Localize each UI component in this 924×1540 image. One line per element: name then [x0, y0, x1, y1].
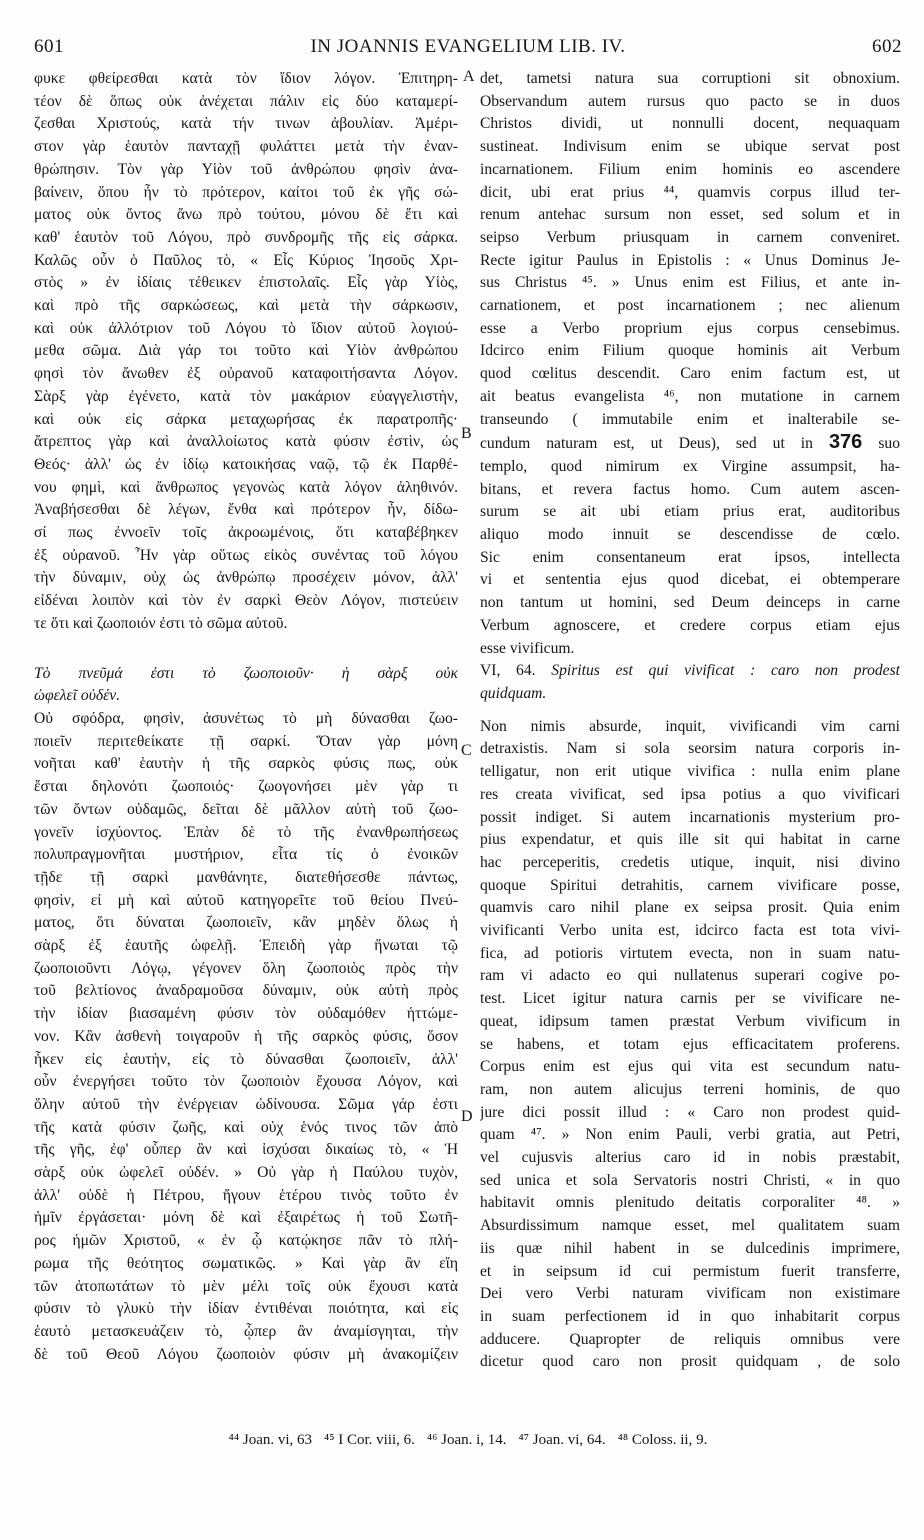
text-line: τῇδε τῇ σαρκὶ μανθάνητε, διατεθήσεσθε πάντως, — [34, 868, 458, 886]
text-line: ram, non autem alicujus terreni hominis, de quo — [480, 1080, 900, 1098]
footnotes — [34, 1432, 902, 1449]
latin-column — [480, 68, 900, 1374]
text-line: possit indiget. Si autem incarnationis mysterium pro- — [480, 808, 900, 826]
text-line: queat, idipsum tamen præstat Verbum vivificum in — [480, 1012, 900, 1030]
text-line: ἄτρεπτος γὰρ καὶ ἀναλλοίωτος κατὰ φύσιν ἐστὶν, ὡς — [34, 433, 458, 451]
text-line: iis quæ nihil habent in se dulcedinis imprimere, — [480, 1239, 900, 1257]
text-line: in suam perfectionem id in quo inhabitarit corpus — [480, 1307, 900, 1325]
text-line: dicit, ubi erat prius ⁴⁴, quamvis corpus illud ter- — [480, 183, 900, 201]
page-header — [34, 36, 902, 62]
footnote: ⁴⁴ Joan. vi, 63 — [228, 1432, 313, 1448]
text-line: sed unica et sola Servatoris nostri Christi, « in quo — [480, 1171, 900, 1189]
text-line: ἐξ οὐρανοῦ. Ἦν γὰρ οὕτως εἰκὸς συνέντας τοῦ λόγου — [34, 546, 458, 564]
latin-paragraph-1b — [480, 456, 900, 660]
text-line: renum antehac sursum non esset, sed solum et in — [480, 206, 900, 224]
text-line: esse a Verbo proprium ejus corpus censebimus. — [480, 319, 900, 337]
text-line: det, tametsi natura sua corruptioni sit obnoxium. — [480, 70, 900, 87]
text-line: detraxistis. Nam si sola seorsim natura corporis in- — [480, 740, 900, 758]
text-line: φυκε φθείρεσθαι κατὰ τὸν ἴδιον λόγον. Ἐπιτηρη- — [34, 70, 458, 87]
text-line: δὲ τοῦ Θεοῦ Λόγου ζωοποιὸν φύσιν μὴ ἀνακομίζειν — [34, 1345, 458, 1363]
margin-letter-d: D — [461, 1108, 473, 1125]
text-line: test. Licet igitur natura carnis per se vivificare ne- — [480, 990, 900, 1008]
page-number-right: 602 — [872, 36, 902, 57]
text-line: τοῦ βελτίονος ἀναδραμοῦσα δύναμιν, οὐκ αὐτὴ πρὸς — [34, 982, 458, 1000]
text-line: hac perceperitis, credetis utique, inquit, nisi divino — [480, 853, 900, 871]
greek-lemma — [34, 663, 458, 708]
text-line: τε ὅτι καὶ ζωοποιόν ἐστι τὸ σῶμα αὐτοῦ. — [34, 614, 288, 632]
text-line: τέον δὲ ὅπως οὐκ ἀνέχεται πάλιν εἰς δύο καταμερί- — [34, 92, 458, 110]
text-line: ἑαυτὸ μετασκευάζειν τὸ, ᾧπερ ἂν ἀναμίσγηται, τὴν — [34, 1322, 458, 1340]
text-line: ἡμῖν ἐργάσεται· μόνη δὲ καὶ ἐξαιρέτως ἡ τοῦ Σωτῆ- — [34, 1209, 458, 1227]
text-line: γονεῖν ἰσχύοντος. Ἐπὰν δὲ τὸ τῆς ἐνανθρωπήσεως — [34, 823, 458, 841]
page-number-left: 601 — [34, 36, 64, 57]
text-line: ὅλην αὐτοῦ τὴν ἐνέργειαν ὠδίνουσα. Σῶμα γάρ ἐστι — [34, 1095, 458, 1113]
text-line: πολυπραγμονῆται μυστήριον, εἶτα τίς ὁ ἐνοικῶν — [34, 846, 458, 864]
text-line: ὠφελεῖ οὐδέν. — [34, 687, 121, 705]
text-line: vivificanti Verbo unita est, idcirco facta est tota vivi- — [480, 922, 900, 940]
text-line: dicetur quod caro non prosit quidquam , de solo — [480, 1353, 900, 1371]
text-line: νοῆται καθ' ἑαυτὴν ἡ τῆς σαρκὸς φύσις πως, οὐκ — [34, 755, 458, 773]
text-line: Corpus enim est ejus qui vita est secundum natu- — [480, 1058, 900, 1076]
text-line: καὶ πρὸ τῆς σαρκώσεως, καὶ μετὰ τὴν σάρκωσιν, — [34, 297, 458, 315]
greek-paragraph-1 — [34, 68, 458, 636]
latin-line-col-mark: cundum naturam est, ut Deus), sed ut in 376 suo — [480, 431, 900, 454]
text-line: Observandum autem rursus quo pacto se in duos — [480, 92, 900, 110]
footnote: ⁴⁶ Joan. i, 14. — [426, 1432, 507, 1448]
text-line: Τὸ πνεῦμά ἐστι τὸ ζωοποιοῦν· ἡ σὰρξ οὐκ — [34, 664, 458, 682]
text-line: ram vi adacto eo qui nullatenus superari cogive po- — [480, 967, 900, 985]
text-line: Οὐ σφόδρα, φησὶν, ἀσυνέτως τὸ μὴ δύνασθαι ζωο- — [34, 709, 458, 727]
text-line: non tantum ut homini, sed Deum deinceps in carne — [480, 594, 900, 612]
latin-lemma: VI, 64. Spiritus est qui vivificat : caro non prodest — [480, 662, 900, 680]
text-line: Christos dividi, ut nonnulli docent, nequaquam — [480, 115, 900, 133]
text-line: στὸς » ἐν ἰδίαις τέθεικεν ἐπιστολαῖς. Εἷς γὰρ Υἱὸς, — [34, 274, 458, 292]
text-line: telligatur, non erit utique vivifica : nulla enim plane — [480, 763, 900, 781]
text-line: τὴν δύναμιν, οὐχ ὡς ἀνθρώπῳ προσέχειν μόνον, ἀλλ' — [34, 569, 458, 587]
text-line: οὖν ἐνεργήσει τοῦτο τὸν ζωοποιὸν ἔχουσα Λόγον, καὶ — [34, 1073, 458, 1091]
margin-letter-b: B — [461, 425, 472, 442]
latin-lemma-end: quidquam. — [480, 684, 547, 702]
text-line: Absurdissimum namque esset, mel qualitatem suam — [480, 1217, 900, 1235]
greek-paragraph-2 — [34, 708, 458, 1366]
text-line: incarnationem. Filium enim hominis eo ascendere — [480, 160, 900, 178]
text-line: Ἀναβήσεσθαι δὲ λέγων, ἔνθα καὶ πρότερον ἦν, δίδω- — [34, 501, 458, 519]
text-line: ζωοποιοῦντι Λόγῳ, γέγονεν ὅλη ζωοποιὸς πρὸς τὴν — [34, 959, 458, 977]
text-line: aliquo modo innuit se descendisse de cœlo. — [480, 526, 900, 544]
text-line: φύσιν τὸ γλυκὺ τὴν ἰδίαν ἐντιθέναι ποιότητα, καὶ εἰς — [34, 1300, 458, 1318]
text-line: res creata vivificat, sed ipsa potius a quo vivificari — [480, 785, 900, 803]
text-line: ἧκεν εἰς ἑαυτὴν, εἰς τὸ δύνασθαι ζωοποιεῖν, ἀλλ' — [34, 1050, 458, 1068]
text-line: τῆς γῆς, ἐφ' οὗπερ ἂν καὶ ἰσχύσαι δικαίως τὸ, « Ἡ — [34, 1141, 458, 1159]
text-line: σὰρξ ἐξ ἑαυτῆς ὠφελῇ. Ἐπειδὴ γὰρ ἥνωται τῷ — [34, 937, 458, 955]
text-line: fica, ad potioris virtutem evecta, non in suam natu- — [480, 944, 900, 962]
text-line: εἰδέναι λοιπὸν καὶ τὸν ἐν σαρκὶ Θεὸν Λόγον, πιστεύειν — [34, 592, 458, 610]
text-line: τῶν ὄντων οὐδαμῶς, δεῖται δὲ μᾶλλον αὐτὴ τοῦ ζωο- — [34, 800, 458, 818]
text-line: νου φημὶ, καὶ ἄνθρωπος γεγονὼς κατὰ λόγον ἀληθινόν. — [34, 478, 458, 496]
text-line: καὶ οὐκ ἀλλότριον τοῦ Λόγου τὸ ἴδιον αὐτοῦ λογιού- — [34, 319, 458, 337]
text-line: ματος, ὅτι δύναται ζωοποιεῖν, κἂν μηδὲν ὅλως ἡ — [34, 914, 458, 932]
text-line: Σὰρξ γὰρ ἐγένετο, κατὰ τὸν μακάριον εὐαγγελιστὴν, — [34, 387, 458, 405]
margin-letter-c: C — [461, 742, 472, 759]
margin-letter-a: A — [463, 68, 475, 85]
text-line: sustineat. Indivisum enim se ubique servat post — [480, 138, 900, 156]
text-line: νον. Κἂν ἀσθενὴ τοιγαροῦν ἡ τῆς σαρκὸς φύσις, ὅσον — [34, 1027, 458, 1045]
text-line: quamvis caro nihil plane ex seipsa prosit. Quia enim — [480, 899, 900, 917]
latin-paragraph-2 — [480, 716, 900, 1374]
footnote: ⁴⁷ Joan. vi, 64. — [518, 1432, 606, 1448]
footnote: ⁴⁸ Coloss. ii, 9. — [617, 1432, 708, 1448]
text-line: στον γὰρ ἑαυτὸν πανταχῇ φυλάττει μετὰ τὴν ἐναν- — [34, 138, 458, 156]
text-line: Verbum agnoscere, et credere corpus etiam ejus — [480, 616, 900, 634]
text-line: se habens, et totam ejus efficacitatem proferens. — [480, 1035, 900, 1053]
text-line: καθ' ἑαυτὸν τοῦ Λόγου, πρὸ συνδρομῆς τῆς εἰς σάρκα. — [34, 228, 458, 246]
text-line: habitavit omnis plenitudo deitatis corporaliter ⁴⁸. » — [480, 1194, 900, 1212]
text-line: ζεσθαι Χριστούς, κατὰ τήν τινων ἀβουλίαν. Ἀμέρι- — [34, 115, 458, 133]
text-line: quam ⁴⁷. » Non enim Pauli, verbi gratia, aut Petri, — [480, 1126, 900, 1144]
text-line: σί πως ἐννοεῖν τοῖς ἀκροωμένοις, ὅτι καταβέβηκεν — [34, 524, 458, 542]
text-line: θρώπησιν. Τὸν γὰρ Υἱὸν τοῦ ἀνθρώπου φησὶν ἀνα- — [34, 160, 458, 178]
text-line: ματος οὐκ ὄντος ἄνω πρὸ τούτου, μόνου δὲ ἔτι καὶ — [34, 206, 458, 224]
text-line: templo, quod nimirum ex Virgine assumpsit, ha- — [480, 457, 900, 475]
text-line: esse vivificum. — [480, 639, 575, 657]
text-line: Dei vero Verbi naturam vivificam non existimare — [480, 1285, 900, 1303]
text-line: adducere. Quapropter de reliquis omnibus vere — [480, 1330, 900, 1348]
text-line: surum se ait ubi etiam prius erat, auditoribus — [480, 503, 900, 521]
text-line: pius expendatur, et quis ille sit qui habitat in carne — [480, 831, 900, 849]
text-line: et in seipsum id cui permistum fuerit transferre, — [480, 1262, 900, 1280]
text-line: τὴν ἰδίαν βιασαμένη φύσιν τὸν οὐδαμόθεν ἡττώμε- — [34, 1005, 458, 1023]
text-line: Sic enim consentaneum erat ipsos, intellecta — [480, 548, 900, 566]
text-line: καὶ οὐκ εἰς σάρκα μεταχωρήσας ἐκ παρατροπῆς· — [34, 410, 458, 428]
text-line: seipso Verbum priusquam in carnem conveniret. — [480, 228, 900, 246]
text-line: Καλῶς οὖν ὁ Παῦλος τὸ, « Εἷς Κύριος Ἰησοῦς Χρι- — [34, 251, 458, 269]
text-line: Θεός· ἀλλ' ὡς ἐν ἰδίῳ κατοικήσας ναῷ, τῷ ἐκ Παρθέ- — [34, 455, 458, 473]
running-title: IN JOANNIS EVANGELIUM LIB. IV. — [310, 36, 626, 57]
column-mark: 376 — [828, 431, 863, 454]
text-line: bitans, et revera factus homo. Cum autem ascen- — [480, 480, 900, 498]
text-line: ἔσται δηλονότι ζωοποιός· ζωογονήσει μὲν γὰρ τι — [34, 778, 458, 796]
text-line: μεθα σῶμα. Διὰ γάρ τοι τοῦτο καὶ Υἱὸν ἀνθρώπου — [34, 342, 458, 360]
greek-column — [34, 68, 458, 1366]
text-line: transeundo ( immutabile enim et inalterabile se- — [480, 410, 900, 428]
text-line: βαίνειν, ὅπου ἦν τὸ πρότερον, καίτοι τοῦ ἐκ γῆς σώ- — [34, 183, 458, 201]
text-line: vel cujusvis alterius caro id in nobis præstabit, — [480, 1149, 900, 1167]
text-line: Idcirco enim Filium quoque hominis ait Verbum — [480, 342, 900, 360]
latin-paragraph-1 — [480, 68, 900, 431]
text-line: φησὶν, εἰ μὴ καὶ αὐτοῦ κατηγορεῖτε τοῦ θείου Πνεύ- — [34, 891, 458, 909]
text-line: ποιεῖν περιτεθείκατε τῇ σαρκί. Ὅταν γὰρ μόνη — [34, 732, 458, 750]
text-line: Non nimis absurde, inquit, vivificandi vim carni — [480, 717, 900, 735]
text-line: ἀλλ' οὐδὲ ἡ Πέτρου, ἤγουν ἑτέρου τινὸς τοῦτο ἐν — [34, 1186, 458, 1204]
text-line: τῶν ἀτοπωτάτων τὸ μὲν μέλι τοῖς οὐκ ἔχουσι κατὰ — [34, 1277, 458, 1295]
text-line: quoque Spiritui detrahitis, carnem vivificare posse, — [480, 876, 900, 894]
text-line: quod cœlitus descendit. Caro enim factum est, ut — [480, 365, 900, 383]
text-line: Recte igitur Paulus in Epistolis : « Unus Dominus Je- — [480, 251, 900, 269]
text-line: ρος ἡμῶν Χριστοῦ, « ἐν ᾧ κατῴκησε πᾶν τὸ πλή- — [34, 1232, 458, 1250]
text-line: carnationem, et post incarnationem ; nec alienum — [480, 297, 900, 315]
footnote: ⁴⁵ I Cor. viii, 6. — [324, 1432, 415, 1448]
text-line: vi et sententia ejus quod dicebat, ei obtemperare — [480, 571, 900, 589]
text-line: ait beatus evangelista ⁴⁶, non mutatione in carnem — [480, 387, 900, 405]
text-line: φησὶ τὸν ἄνωθεν ἐξ οὐρανοῦ καταφοιτήσαντα Λόγον. — [34, 365, 458, 383]
text-line: jure dici possit illud : « Caro non prodest quid- — [480, 1103, 900, 1121]
text-line: τῆς κατὰ φύσιν ζωῆς, καὶ οὐχ ἑνός τινος τῶν ἀπὸ — [34, 1118, 458, 1136]
text-line: ρωμα τῆς θεότητος σωματικῶς. » Καὶ γὰρ ἂν εἴη — [34, 1254, 458, 1272]
text-line: sus Christus ⁴⁵. » Unus enim est Filius, et ante in- — [480, 274, 900, 292]
text-line: σὰρξ οὐκ ὠφελεῖ οὐδέν. » Οὐ γὰρ ἡ Παύλου τυχὸν, — [34, 1164, 458, 1182]
